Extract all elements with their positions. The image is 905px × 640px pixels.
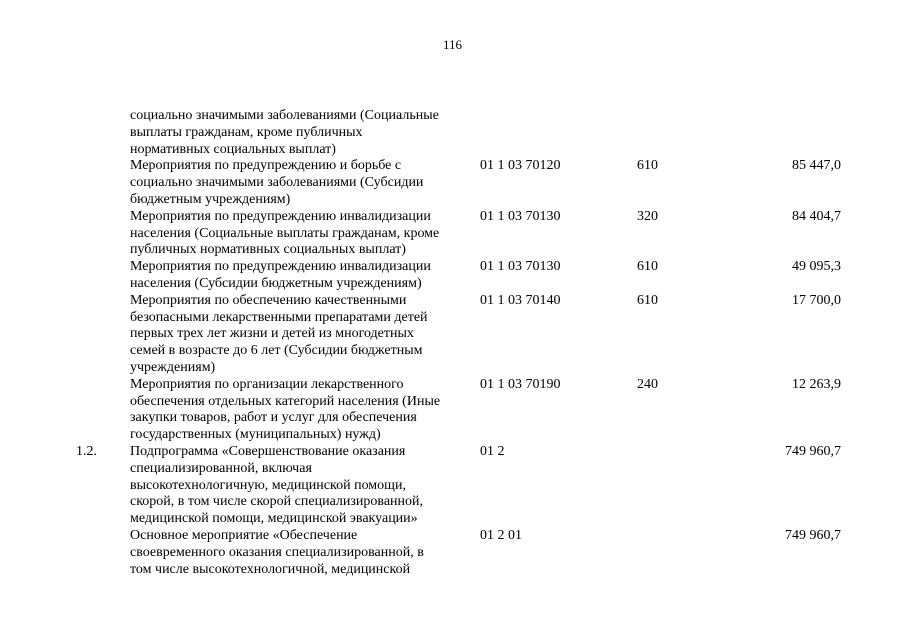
- row-amount: 84 404,7: [792, 208, 841, 224]
- page-number: 116: [442, 37, 463, 52]
- row-expense-type: 610: [637, 259, 658, 275]
- row-name: Мероприятия по организации лекарственного обеспечения отдельных категорий населения (Иные закупки товаров, работ и услуг для обеспечения государственных (муниципальных) нужд): [130, 376, 441, 443]
- row-code: 01 1 03 70140: [480, 292, 561, 308]
- table-row: [0, 209, 905, 259]
- row-amount: 12 263,9: [792, 376, 841, 392]
- row-name: Мероприятия по обеспечению качественными безопасными лекарственными препаратами детей первых трех лет жизни и детей из многодетных семей в возрасте до 6 лет (Субсидии бюджетным учреждениям): [130, 292, 428, 375]
- table-row: [0, 108, 905, 158]
- table-row: [0, 259, 905, 293]
- row-amount: 749 960,7: [785, 527, 841, 543]
- row-expense-type: 240: [637, 376, 658, 392]
- table-row: [0, 528, 905, 578]
- row-code: 01 1 03 70120: [480, 158, 561, 174]
- row-expense-type: 610: [637, 292, 658, 308]
- row-code: 01 2 01: [480, 527, 522, 543]
- row-amount: 49 095,3: [792, 259, 841, 275]
- row-number: 1.2.: [76, 443, 97, 459]
- row-expense-type: 320: [637, 208, 658, 224]
- row-name: Мероприятия по предупреждению инвалидизации населения (Субсидии бюджетным учреждениям): [130, 259, 431, 291]
- table-row: [0, 377, 905, 444]
- row-name: Основное мероприятие «Обеспечение своевременного оказания специализированной, в том числе высокотехнологичной, медицинской: [130, 527, 424, 577]
- budget-table: [0, 108, 905, 578]
- table-row: [0, 444, 905, 528]
- row-code: 01 1 03 70130: [480, 208, 561, 224]
- row-amount: 85 447,0: [792, 158, 841, 174]
- row-name: Мероприятия по предупреждению и борьбе с социально значимыми заболеваниями (Субсидии бюджетным учреждениям): [130, 158, 424, 207]
- table-row: [0, 158, 905, 208]
- row-name: Мероприятия по предупреждению инвалидизации населения (Социальные выплаты гражданам, кроме публичных нормативных социальных выплат): [130, 208, 440, 258]
- table-row: [0, 293, 905, 377]
- row-code: 01 1 03 70130: [480, 259, 561, 275]
- row-expense-type: 610: [637, 158, 658, 174]
- row-name: Подпрограмма «Совершенствование оказания специализированной, включая высокотехнологичную, медицинской помощи, скорой, в том числе скорой специализированной, медицинской помощи, медицинской эвакуации»: [130, 443, 424, 527]
- row-code: 01 2: [480, 443, 505, 459]
- row-amount: 17 700,0: [792, 292, 841, 308]
- row-name: социально значимыми заболеваниями (Социальные выплаты гражданам, кроме публичных нормативных социальных выплат): [130, 108, 439, 157]
- row-amount: 749 960,7: [785, 443, 841, 459]
- row-code: 01 1 03 70190: [480, 376, 561, 392]
